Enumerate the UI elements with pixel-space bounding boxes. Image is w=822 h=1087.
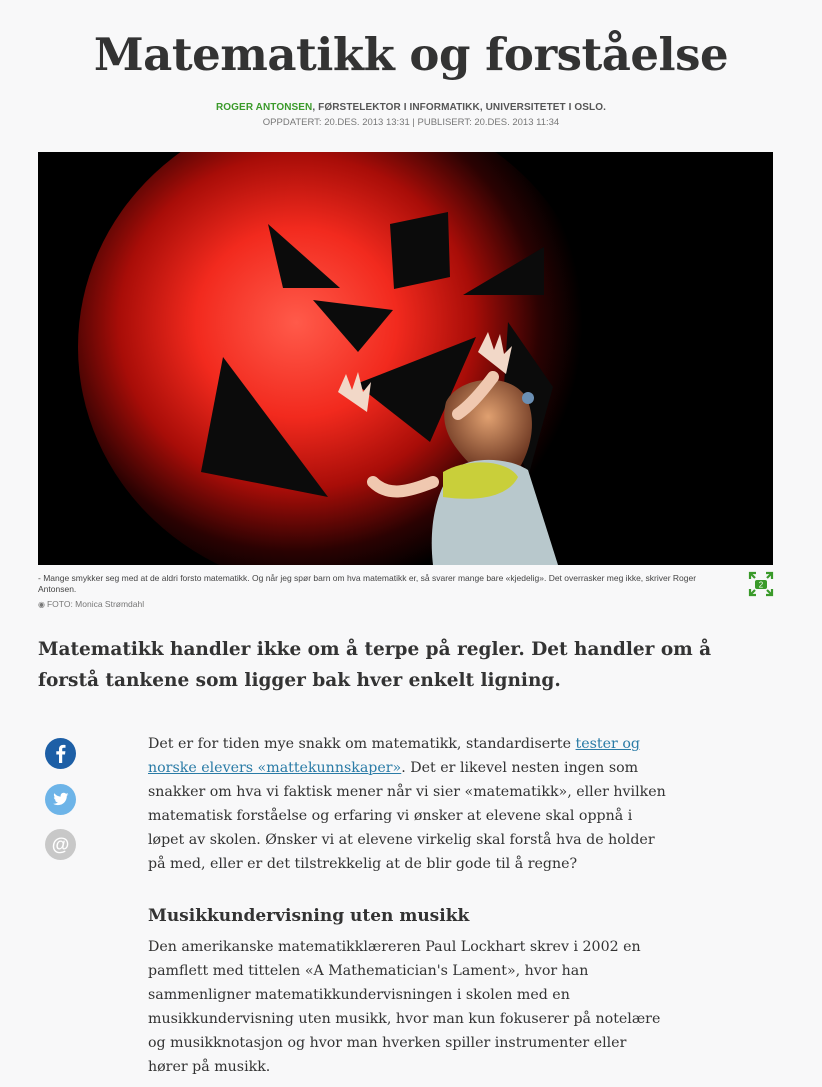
section-heading: Musikkundervisning uten musikk [148, 906, 470, 926]
photo-credit-text: FOTO: Monica Strømdahl [46, 599, 145, 609]
twitter-share-button[interactable] [45, 784, 76, 815]
facebook-share-button[interactable] [45, 738, 76, 769]
svg-text:@: @ [51, 834, 70, 855]
paragraph-2: Den amerikanske matematikklæreren Paul Lockhart skrev i 2002 en pamflett med tittelen «A Mathematician's Lament», hvor han sammenligner matematikkundervisningen i skolen med en musikkundervisning uten musikk, hvor man kun fokuserer på notelære og musikknotasjon og hvor man hverken spiller instrumenter eller hører på musikk. [148, 939, 661, 1075]
email-icon [45, 829, 76, 860]
article-photo[interactable] [38, 152, 773, 565]
email-share-button[interactable] [45, 829, 76, 860]
article-title: Matematikk og forståelse [93, 28, 729, 81]
camera-icon: ◉ [38, 600, 45, 609]
image-caption: - Mange smykker seg med at de aldri forsto matematikk. Og når jeg spør barn om hva matematikk er, så svarer mange bare «kjedelig». Det overrasker meg ikke, skriver Roger Antonsen. [38, 573, 697, 594]
paragraph-1-end: . Det er likevel nesten ingen som snakker om hva vi faktisk mener når vi sier «matematikk», eller hvilken matematisk forståelse og erfaring vi ønsker at elevene skal oppnå i løpet av skolen. Ønsker vi at elevene virkelig skal forstå hva de holder på med, eller er det tilstrekkelig at de blir gode til å regne? [148, 760, 666, 872]
expand-icon [748, 571, 774, 597]
photo-credit [38, 599, 144, 609]
publish-dates: OPPDATERT: 20.DES. 2013 13:31 | PUBLISERT: 20.DES. 2013 11:34 [262, 117, 560, 128]
paragraph-1 [148, 732, 668, 876]
photo-illustration [38, 152, 773, 565]
author-link[interactable]: ROGER ANTONSEN [215, 102, 313, 113]
byline [0, 102, 822, 113]
facebook-icon [45, 738, 76, 769]
article-lead: Matematikk handler ikke om å terpe på regler. Det handler om å forstå tankene som ligger bak hver enkelt ligning. [38, 639, 712, 691]
image-count: 2 [758, 580, 764, 590]
author-role: , FØRSTELEKTOR I INFORMATIKK, UNIVERSITETET I OSLO. [312, 102, 607, 113]
tests-article-link[interactable]: tester og norske elevers «mattekunnskaper» [148, 736, 640, 776]
twitter-icon [45, 784, 76, 815]
gallery-expand-button[interactable] [748, 571, 774, 597]
paragraph-1-start: Det er for tiden mye snakk om matematikk, standardiserte [148, 736, 576, 752]
